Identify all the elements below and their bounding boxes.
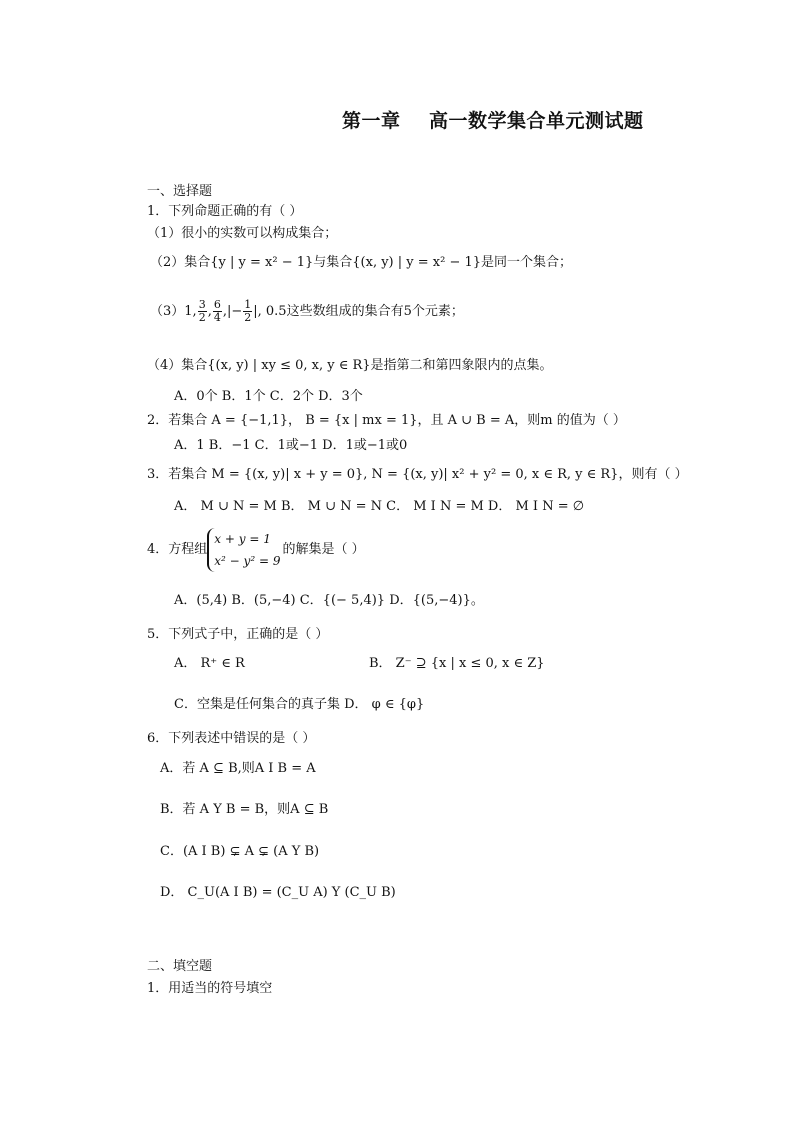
question-1-options: A．0个 B．1个 C．2个 D．3个 — [174, 389, 363, 404]
fraction-1-2: $\frac{1}{2}$ — [244, 298, 252, 324]
question-2-options: A．1 B．−1 C．1或−1 D．1或−1或0 — [174, 438, 408, 453]
question-5-options-cd: C．空集是任何集合的真子集 D． φ ∈ {φ} — [174, 697, 425, 712]
question-6-option-d: D． C_U(A Ι B) = (C_U A) Y (C_U B) — [160, 885, 396, 900]
question-6-option-b: B．若 A Y B = B，则A ⊆ B — [160, 802, 329, 817]
question-4-options: A．(5,4) B．(5,−4) C．{(− 5,4)} D．{(5,−4)}。 — [174, 593, 484, 608]
fraction-3-2: $\frac{3}{2}$ — [198, 298, 206, 324]
equation-2: x² − y² = 9 — [214, 554, 281, 568]
equation-system — [207, 528, 280, 572]
question-5-stem: 5．下列式子中，正确的是（ ） — [147, 627, 329, 642]
question-3-options: A． M ∪ N = M B． M ∪ N = N C． M Ι N = M D． M Ι N = ∅ — [174, 499, 585, 514]
statement-3-suffix: , 0.5这些数组成的集合有5个元素； — [257, 304, 464, 319]
page-title: 第一章 高一数学集合单元测试题 — [342, 110, 644, 132]
question-5-option-a: A． R⁺ ∈ R — [174, 656, 245, 671]
question-6-stem: 6．下列表述中错误的是（ ） — [147, 731, 316, 746]
section-heading-choice: 一、选择题 — [147, 184, 213, 199]
question-1-statement-3: （3）1, $\frac{3}{2}$ , $\frac{6}{4}$ ,|− $\frac{1}{2}$ |, 0.5这些数组成的集合有5个元素； — [150, 298, 464, 324]
question-5-option-b: B． Z⁻ ⊇ {x | x ≤ 0, x ∈ Z} — [369, 656, 545, 671]
fill-question-1: 1．用适当的符号填空 — [147, 981, 273, 996]
question-4-stem — [147, 528, 365, 574]
question-1-statement-2: （2）集合{y | y = x² − 1}与集合{(x, y) | y = x² − 1}是同一个集合； — [150, 255, 573, 270]
question-1-stem: 1．下列命题正确的有（ ） — [147, 204, 303, 219]
question-6-option-c: C．(A Ι B) ⊊ A ⊊ (A Y B) — [160, 844, 320, 859]
question-4-suffix: 的解集是（ ） — [282, 542, 365, 557]
question-1-statement-1: （1）很小的实数可以构成集合； — [147, 226, 338, 241]
question-1-statement-4: （4）集合{(x, y) | xy ≤ 0, x, y ∈ R}是指第二和第四象限内的点集。 — [147, 358, 553, 373]
question-6-option-a: A．若 A ⊆ B,则A Ι B = A — [160, 761, 316, 776]
question-4-prefix: 4．方程组 — [147, 542, 208, 557]
question-3-stem: 3．若集合 M = {(x, y)| x + y = 0}, N = {(x, y)| x² + y² = 0, x ∈ R, y ∈ R}，则有（ ） — [147, 467, 688, 482]
fraction-6-4: $\frac{6}{4}$ — [213, 298, 221, 324]
statement-3-prefix: （3）1, — [150, 304, 197, 319]
question-2-stem: 2．若集合 A = {−1,1}， B = {x | mx = 1}，且 A ∪ B = A，则m 的值为（ ） — [147, 413, 626, 428]
section-heading-fill: 二、填空题 — [147, 959, 213, 974]
equation-1: x + y = 1 — [214, 532, 271, 546]
